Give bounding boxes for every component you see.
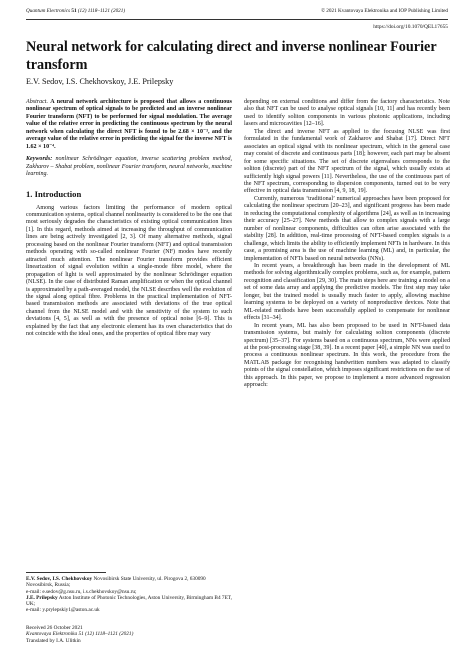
running-header [26, 8, 448, 18]
translator: Translated by I.A. Ulitkin [26, 637, 81, 644]
abstract [26, 99, 232, 151]
affiliation-1-email: e-mail: e.sedov@g.nsu.ru, i.s.chekhovskoy@nsu.ru; [26, 588, 137, 595]
body-paragraph: In recent years, ML has also been proposed to be used in NFT-based data transmission systems, but mainly for calculating soliton components (discrete spectrum) [35–37]. For systems based on a continuous spectrum, NNs were applied at the post-processing stage [38, 39]. In a recent paper [40], a simple NN was used to process a continuous nonlinear spectrum. In this work, the procedure from the MATLAB package for recognising handwritten numbers was adapted to classify points of the signal constellation, which imposes significant restrictions on the use of this approach. In this paper, we propose to implement a more advanced regression approach: [244, 322, 450, 389]
author-affiliations [26, 576, 232, 614]
body-paragraph: In recent years, a breakthrough has been made in the development of ML methods for solving algorithmically complex problems, such as, for example, pattern recognition and classification [29, 30]. The main steps here are training a model on a set of some data array and applying the predictive models. The first step may take longer, but the trained model is usually much faster to apply, allowing machine learning systems to be deployed on a variety of nonproductive devices. Note that ML-related methods have been successfully applied to compensate for nonlinear effects [31–34]. [244, 262, 450, 322]
body-paragraph: Among various factors limiting the performance of modern optical communication systems, optical channel nonlinearity is considered to be the one that most seriously degrades the characteristics of existing optical communication lines [1]. In this regard, methods aimed at increasing the throughput of communication lines are being actively investigated [2, 3]. Of many alternative methods, signal processing based on the nonlinear Fourier transform (NFT) and optical transmission methods operating with so-called nonlinear Fourier (NF) modes have recently attracted much attention. The nonlinear Fourier transform provides efficient linearization of signal evolution within a single-mode fibre model, where the propagation of light is well approximated by the nonlinear Schrödinger equation (NLSE). In the case of distributed Raman amplification or when the optical channel is approximated by a path-averaged model, the NLSE describes well the evolution of the signal along optical fibre. Problems in the practical implementation of NFT-based transmission methods are associated with deviations of the true optical channel from the NLSE model and with the sensitivity of the system to such deviations [4, 5], as well as with the presence of optical noise [6–9]. This is explained by the fact that any electronic element has its own characteristics that do not coincide with the ideal ones, and the properties of optical fibre may vary [26, 204, 232, 338]
body-paragraph: The direct and inverse NFT as applied to the focusing NLSE was first formulated in the fundamental work of Zakharov and Shabat [17]. Direct NFT associates an optical signal with its nonlinear spectrum, which in the general case may consist of discrete and continuous parts [18]; however, each part may be absent for some specific situations. The set of discrete eigenvalues corresponds to the soliton (discrete) part of the NFT spectrum of the signal, which usually exists at sufficiently high signal powers [11]. Nevertheless, the use of the continuous part of the NFT spectrum, corresponding to dispersion components, turned out to be very effective in optical data transmission [4, 9, 18, 19]. [244, 128, 450, 195]
affiliation-1-names: E.V. Sedov, I.S. Chekhovskoy [26, 576, 93, 582]
body-paragraph: Currently, numerous ‘traditional’ numerical approaches have been proposed for calculating the nonlinear spectrum [20–23], and significant progress has been made in reducing the computational complexity of algorithms [24], as well as in increasing their accuracy [25–27]. New methods that allow to complex signals with a large number of nonlinear components, difficulties can often arise associated with the stability [28]. In addition, real-time processing of NFT-based complex signals is a challenge, which limits the ability to efficiently implement NFTs in hardware. In this case, a promising area is the use of machine learning (ML) and, in particular, the implementation of NFTs based on neural networks (NNs). [244, 195, 450, 262]
original-citation-text: Kvantovaya Elektronika 51 (12) 1118–1121 (2021) [26, 631, 134, 638]
keywords [26, 156, 232, 178]
affiliation-1 [26, 576, 232, 589]
body-paragraph: depending on external conditions and differ from the factory characteristics. Note also that NFT can be used to analyse optical signals [10, 11] and has recently been used to identify soliton components in various photonic applications, including lasers and microcavities [12–16]. [244, 99, 450, 128]
right-column [244, 99, 450, 390]
publication-info [26, 625, 232, 644]
journal-name: Quantum Electronics [26, 8, 71, 14]
journal-citation [26, 8, 125, 14]
article-title: Neural network for calculating direct and inverse nonlinear Fourier transform [26, 39, 437, 73]
abstract-text: A neural network architecture is proposed that allows a continuous nonlinear spectrum of optical signals to be predicted and an inverse nonlinear Fourier transform (NFT) to be performed for signal modulation. The average value of the relative error in predicting the continuous spectrum by the neural network when calculating the direct NFT is found to be 2.68 × 10⁻³, and the average value of the relative error in predicting the signal for the inverse NFT is 1.62 × 10⁻⁴. [26, 99, 232, 150]
article-authors: E.V. Sedov, I.S. Chekhovskoy, J.E. Prilepsky [26, 77, 174, 86]
affiliation-2 [26, 595, 232, 608]
affiliation-2-email: e-mail: y.prylepskiy1@aston.ac.uk [26, 607, 100, 614]
footnote-rule [26, 572, 106, 573]
header-rule [26, 19, 448, 20]
section-heading: 1. Introduction [26, 188, 82, 199]
doi-link[interactable]: https://doi.org/10.1070/QEL17655 [373, 24, 448, 30]
keywords-label: Keywords: [26, 156, 53, 163]
journal-volume: 51 [71, 8, 77, 14]
received-date: Received 26 October 2021 [26, 625, 83, 631]
affiliation-2-names: J.E. Prilepsky [26, 594, 58, 601]
affiliation-2-address: Aston Institute of Photonic Technologies, Aston University, Birmingham B4 7ET, UK; [26, 594, 232, 608]
left-column [26, 99, 232, 339]
copyright-notice: © 2021 Kvantovaya Elektronika and IOP Publishing Limited [321, 8, 448, 14]
affiliation-1-address: Novosibirsk State University, ul. Pirogova 2, 630090 Novosibirsk, Russia; [26, 576, 206, 589]
journal-issue-pages: (12) 1118–1121 (2021) [77, 8, 126, 14]
abstract-label: Abstract. [26, 99, 49, 105]
keywords-text: nonlinear Schrödinger equation, inverse scattering problem method, Zakharov – Shabat problem, nonlinear Fourier transform, neural networks, machine learning. [26, 156, 232, 178]
